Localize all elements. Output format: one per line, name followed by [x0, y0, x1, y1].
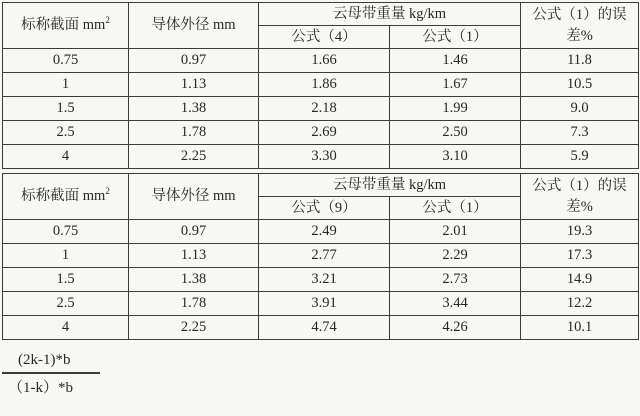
header-conductor-diameter: 导体外径 mm	[129, 3, 259, 49]
cell-weight-formula4: 2.18	[259, 97, 390, 121]
cell-section: 1	[3, 244, 129, 268]
cell-section: 1	[3, 73, 129, 97]
formula-numerator: (2k-1)*b	[2, 352, 100, 374]
cell-error: 9.0	[521, 97, 639, 121]
cell-error: 5.9	[521, 145, 639, 169]
header-formula1-error: 公式（1）的误差%	[521, 3, 639, 49]
cell-weight-formula1: 1.67	[390, 73, 521, 97]
header-nominal-section-label: 标称截面 mm	[21, 188, 106, 205]
fraction-formula	[2, 352, 100, 397]
header-formula-1: 公式（1）	[390, 26, 521, 49]
table-row	[3, 73, 639, 97]
cell-error: 11.8	[521, 49, 639, 73]
cell-diameter: 1.13	[129, 73, 259, 97]
table-1-body	[3, 49, 639, 169]
header-nominal-section	[3, 3, 129, 49]
cell-weight-formula1: 2.73	[390, 268, 521, 292]
cell-section: 4	[3, 145, 129, 169]
cell-weight-formula1: 2.01	[390, 220, 521, 244]
cell-error: 17.3	[521, 244, 639, 268]
header-nominal-section-label: 标称截面 mm	[21, 17, 106, 34]
cell-diameter: 1.38	[129, 97, 259, 121]
cell-diameter: 2.25	[129, 316, 259, 340]
table-row	[3, 268, 639, 292]
cell-weight-formula1: 2.29	[390, 244, 521, 268]
cell-diameter: 1.78	[129, 292, 259, 316]
cell-weight-formula1: 3.10	[390, 145, 521, 169]
cell-section: 1.5	[3, 268, 129, 292]
header-formula-4: 公式（4）	[259, 26, 390, 49]
cell-weight-formula1: 4.26	[390, 316, 521, 340]
header-nominal-section-sup: 2	[105, 186, 110, 197]
table-row	[3, 244, 639, 268]
cell-error: 10.1	[521, 316, 639, 340]
cell-diameter: 1.13	[129, 244, 259, 268]
cell-error: 19.3	[521, 220, 639, 244]
cell-weight-formula9: 2.77	[259, 244, 390, 268]
header-nominal-section	[3, 174, 129, 220]
header-formula-9: 公式（9）	[259, 197, 390, 220]
cell-section: 0.75	[3, 220, 129, 244]
table-row	[3, 316, 639, 340]
cell-weight-formula9: 3.21	[259, 268, 390, 292]
mica-weight-table-formula4	[2, 2, 639, 169]
cell-section: 1.5	[3, 97, 129, 121]
cell-section: 2.5	[3, 292, 129, 316]
header-mica-tape-weight: 云母带重量 kg/km	[259, 3, 521, 26]
cell-diameter: 0.97	[129, 49, 259, 73]
cell-section: 4	[3, 316, 129, 340]
cell-weight-formula1: 1.46	[390, 49, 521, 73]
cell-diameter: 1.78	[129, 121, 259, 145]
header-mica-tape-weight: 云母带重量 kg/km	[259, 174, 521, 197]
cell-diameter: 0.97	[129, 220, 259, 244]
table-row	[3, 145, 639, 169]
cell-weight-formula9: 4.74	[259, 316, 390, 340]
cell-weight-formula9: 2.49	[259, 220, 390, 244]
cell-diameter: 2.25	[129, 145, 259, 169]
table-row	[3, 292, 639, 316]
cell-weight-formula4: 1.86	[259, 73, 390, 97]
header-nominal-section-sup: 2	[105, 15, 110, 26]
table-2-header	[3, 174, 639, 220]
header-formula1-error: 公式（1）的误差%	[521, 174, 639, 220]
table-1-header	[3, 3, 639, 49]
table-row	[3, 220, 639, 244]
header-formula-1: 公式（1）	[390, 197, 521, 220]
cell-weight-formula4: 2.69	[259, 121, 390, 145]
cell-diameter: 1.38	[129, 268, 259, 292]
cell-error: 7.3	[521, 121, 639, 145]
formula-denominator: （1-k）*b	[8, 380, 73, 396]
cell-weight-formula1: 3.44	[390, 292, 521, 316]
header-conductor-diameter: 导体外径 mm	[129, 174, 259, 220]
cell-section: 0.75	[3, 49, 129, 73]
cell-weight-formula4: 1.66	[259, 49, 390, 73]
cell-error: 14.9	[521, 268, 639, 292]
table-row	[3, 97, 639, 121]
table-row	[3, 121, 639, 145]
cell-weight-formula4: 3.30	[259, 145, 390, 169]
cell-error: 12.2	[521, 292, 639, 316]
mica-weight-table-formula9	[2, 173, 639, 340]
table-2-body	[3, 220, 639, 340]
cell-weight-formula1: 2.50	[390, 121, 521, 145]
cell-section: 2.5	[3, 121, 129, 145]
cell-error: 10.5	[521, 73, 639, 97]
cell-weight-formula9: 3.91	[259, 292, 390, 316]
table-row	[3, 49, 639, 73]
cell-weight-formula1: 1.99	[390, 97, 521, 121]
